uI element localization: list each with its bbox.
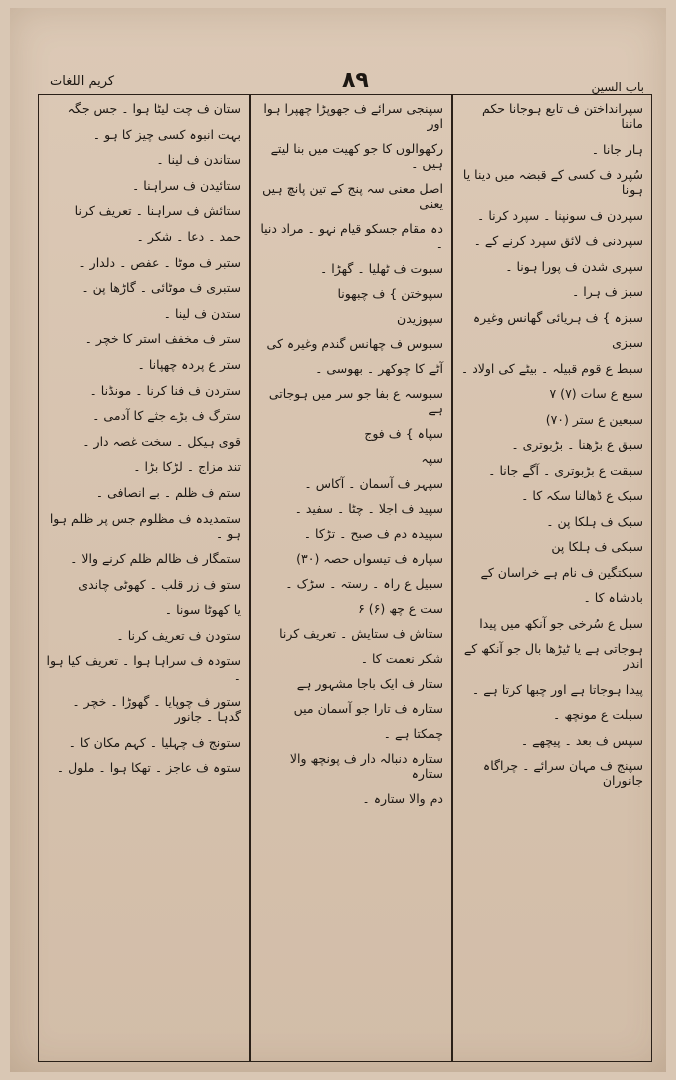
dictionary-entry: ہوجاتی ہے یا ٹیڑھا بال جو آنکھ کے اندر bbox=[463, 641, 643, 671]
middle-column bbox=[249, 95, 451, 1061]
dictionary-entry: بہت انبوہ کسی چیز کا ہو ۔ bbox=[92, 126, 241, 142]
dictionary-entry: ستائش ف سراہنا ۔ تعریف کرنا bbox=[74, 203, 241, 219]
dictionary-entry: سبکتگین ف نام ہے خراسان کے bbox=[480, 564, 643, 580]
dictionary-entry: سبز ف ہرا ۔ bbox=[571, 284, 643, 299]
dictionary-entry: سبیل ع راہ ۔ رستہ ۔ سڑک ۔ bbox=[285, 576, 443, 591]
dictionary-entry: پیدا ہوجاتا ہے اور چبھا کرتا ہے ۔ bbox=[471, 681, 643, 697]
dictionary-entry: سبط ع قوم قبیلہ ۔ بیٹے کی اولاد ۔ bbox=[460, 360, 643, 376]
dictionary-entry: سبقت ع بڑبوتری ۔ آگے جانا ۔ bbox=[488, 462, 643, 478]
dictionary-entry: سبوس ف چھانس گندم وغیرہ کی bbox=[266, 336, 443, 351]
left-column bbox=[39, 95, 249, 1061]
dictionary-entry: سپرانداختن ف تابع ہوجانا حکم ماننا bbox=[482, 101, 643, 131]
dictionary-entry: سپاہ } ف فوج bbox=[364, 426, 443, 441]
dictionary-entry: سپہ bbox=[421, 451, 443, 466]
dictionary-entry: آٹے کا چوکھر ۔ بھوسی ۔ bbox=[315, 361, 443, 376]
dictionary-entry: سپارہ ف تیسواں حصہ (۳۰) bbox=[296, 551, 443, 566]
dictionary-entry: سپہر ف آسمان ۔ آکاس ۔ bbox=[304, 476, 443, 491]
dictionary-entry: تند مزاج ۔ لڑکا بڑا ۔ bbox=[133, 459, 241, 475]
dictionary-entry: ستم ف ظلم ۔ بے انصافی ۔ bbox=[95, 484, 241, 500]
dictionary-entry: ستونج ف چہلیا ۔ کہم مکان کا ۔ bbox=[68, 734, 241, 750]
dictionary-entry: سبوت ف ٹھلیا ۔ گھڑا ۔ bbox=[320, 261, 443, 276]
dictionary-entry: سپری شدن ف پورا ہونا ۔ bbox=[505, 258, 643, 274]
dictionary-entry: ستمگار ف ظالم ظلم کرنے والا ۔ bbox=[70, 551, 241, 567]
dictionary-entry: سبلت ع مونچھ ۔ bbox=[553, 707, 643, 722]
dictionary-entry: سبل ع سُرخی جو آنکھ میں پیدا bbox=[479, 615, 643, 631]
dictionary-entry: ستودن ف تعریف کرنا ۔ bbox=[116, 627, 241, 643]
dictionary-entry: ستبری ف موٹائی ۔ گاڑھا پن ۔ bbox=[81, 280, 241, 296]
columns-frame bbox=[38, 94, 652, 1062]
dictionary-entry: سپیدہ دم ف صبح ۔ تڑکا ۔ bbox=[303, 526, 443, 541]
dictionary-entry: سپردن ف سونپنا ۔ سپرد کرنا ۔ bbox=[477, 207, 643, 223]
dictionary-entry: سترگ ف بڑے جثے کا آدمی ۔ bbox=[92, 408, 241, 424]
dictionary-entry: سبک ع ڈھالنا سکہ کا ۔ bbox=[521, 488, 643, 503]
dictionary-entry: ستاندن ف لینا ۔ bbox=[156, 152, 241, 168]
dictionary-entry: ستار ف ایک باجا مشہور ہے bbox=[296, 676, 443, 691]
dictionary-entry: سپوختن } ف چبھونا bbox=[337, 286, 443, 301]
dictionary-entry: ست ع چھ (۶) ۶ bbox=[358, 601, 443, 616]
dictionary-entry: ستان ف چت لیٹا ہوا ۔ جس جگہ bbox=[67, 101, 241, 116]
dictionary-entry: ستور ف چوپایا ۔ گھوڑا ۔ خچر ۔ گدہا ۔ جانور bbox=[72, 694, 241, 725]
dictionary-entry: ستر ف مخفف استر کا خچر ۔ bbox=[84, 331, 241, 347]
chapter-title: باب السین bbox=[591, 80, 644, 94]
dictionary-entry: سپردنی ف لائق سپرد کرنے کے ۔ bbox=[473, 233, 643, 248]
dictionary-entry: سبزی bbox=[612, 335, 643, 350]
dictionary-entry: ستائیدن ف سراہنا ۔ bbox=[132, 177, 241, 193]
dictionary-entry: سبع ع سات (۷) ۷ bbox=[549, 386, 643, 401]
dictionary-entry: سپنج ف مہان سرائے ۔ چراگاہ جانوران bbox=[482, 758, 643, 788]
dictionary-entry: ستاش ف ستایش ۔ تعریف کرنا bbox=[279, 626, 443, 641]
dictionary-entry: سبوسہ ع بفا جو سر میں ہوجاتی ہے bbox=[268, 386, 443, 416]
dictionary-entry: ستدن ف لینا ۔ bbox=[163, 305, 241, 321]
right-column bbox=[451, 95, 651, 1061]
dictionary-entry: حمد ۔ دعا ۔ شکر ۔ bbox=[136, 228, 241, 244]
dictionary-entry: ستمدیدہ ف مظلوم جس پر ظلم ہوا ہو ۔ bbox=[49, 510, 241, 541]
dictionary-entry: ستبر ف موٹا ۔ عفص ۔ دلدار ۔ bbox=[78, 254, 241, 270]
dictionary-entry: ستوہ ف عاجز ۔ تھکا ہوا ۔ ملول ۔ bbox=[56, 760, 241, 776]
dictionary-entry: سپنجی سرائے ف جھوپڑا چھپرا ہوا اور bbox=[263, 101, 443, 131]
dictionary-entry: دم والا ستارہ ۔ bbox=[362, 791, 443, 806]
dictionary-entry: سبزہ } ف ہریائی گھانس وغیرہ bbox=[472, 309, 643, 325]
book-title: کریم اللغات bbox=[50, 74, 115, 89]
dictionary-entry: سبعین ع ستر (۷۰) bbox=[545, 411, 643, 427]
dictionary-entry: ستودہ ف سراہا ہوا ۔ تعریف کیا ہوا ۔ bbox=[46, 653, 241, 684]
dictionary-entry: ستارہ دنبالہ دار ف پونچھ والا ستارہ bbox=[289, 751, 443, 781]
dictionary-entry: ستر ع پردہ چھپانا ۔ bbox=[137, 356, 241, 372]
dictionary-entry: سبق ع بڑھنا ۔ بڑبوتری ۔ bbox=[511, 437, 643, 452]
dictionary-entry: ہار جانا ۔ bbox=[591, 141, 643, 157]
dictionary-entry: چمکتا ہے ۔ bbox=[383, 726, 443, 741]
dictionary-entry: سپید ف اجلا ۔ چٹا ۔ سفید ۔ bbox=[294, 501, 443, 516]
dictionary-entry: یا کھوٹا سونا ۔ bbox=[164, 602, 241, 618]
page-number: ۸۹ bbox=[342, 68, 369, 93]
dictionary-entry: ستارہ ف تارا جو آسمان میں bbox=[293, 701, 443, 716]
dictionary-entry: سُپرد ف کسی کے قبضہ میں دینا یا ہونا bbox=[462, 167, 643, 197]
dictionary-entry: سپوزیدن bbox=[397, 311, 443, 326]
dictionary-entry: اصل معنی سہ پنج کے تین پانچ ہیں یعنی bbox=[262, 181, 443, 211]
dictionary-entry: قوی ہیکل ۔ سخت غصہ دار ۔ bbox=[82, 433, 241, 449]
dictionary-entry: بادشاہ کا ۔ bbox=[583, 590, 643, 605]
dictionary-entry: سبکی ف ہلکا پن bbox=[551, 539, 643, 554]
dictionary-entry: سپس ف بعد ۔ پیچھے ۔ bbox=[520, 732, 643, 748]
dictionary-entry: ستردن ف فنا کرنا ۔ مونڈنا ۔ bbox=[89, 382, 241, 398]
dictionary-entry: سبک ف ہلکا پن ۔ bbox=[546, 513, 643, 529]
dictionary-entry: ستو ف زر قلب ۔ کھوٹی چاندی bbox=[78, 576, 241, 592]
dictionary-entry: رکھوالوں کا جو کھیت میں بنا لیتے ہیں ۔ bbox=[270, 141, 443, 171]
dictionary-entry: شکر نعمت کا ۔ bbox=[360, 651, 443, 666]
dictionary-entry: دہ مقام جسکو قیام نہو ۔ مراد دنیا ۔ bbox=[260, 221, 443, 251]
